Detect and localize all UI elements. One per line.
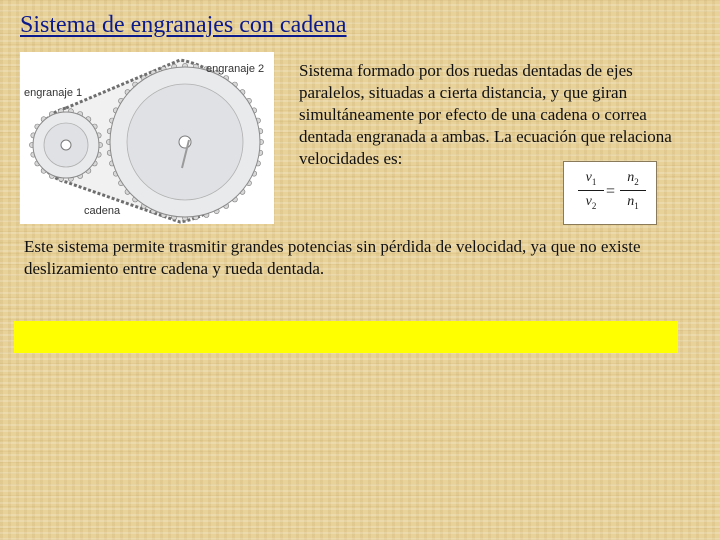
label-gear-1: engranaje 1: [24, 87, 83, 99]
slide-title: Sistema de engranajes con cadena: [20, 12, 347, 38]
description-text: Sistema formado por dos ruedas dentadas de ejes paralelos, situadas a cierta distancia, y que giran simultáneamente por efecto de una cadena o correa dentada engranada a ambas. La ecuación que relaciona velocidades es:: [299, 61, 672, 168]
velocity-equation: [563, 161, 657, 225]
label-gear-2: engranaje 2: [206, 63, 265, 75]
highlight-bar: [14, 321, 678, 353]
gear-1-hub: [61, 140, 71, 150]
gear-chain-figure: [20, 52, 274, 224]
numerator-n2: $n_2$: [627, 170, 639, 187]
gear-chain-illustration: [20, 52, 274, 224]
numerator-v1: $v_1$: [585, 170, 597, 187]
explanation-paragraph: Este sistema permite trasmitir grandes potencias sin pérdida de velocidad, ya que no existe deslizamiento entre cadena y rueda dentada.: [24, 237, 641, 278]
equals-sign: =: [606, 183, 616, 200]
label-chain: cadena: [84, 205, 121, 217]
fraction-velocities: [578, 170, 604, 211]
fraction-teeth: [620, 170, 646, 211]
denominator-v2: $v_2$: [585, 193, 597, 211]
denominator-n1: $n_1$: [627, 193, 639, 211]
